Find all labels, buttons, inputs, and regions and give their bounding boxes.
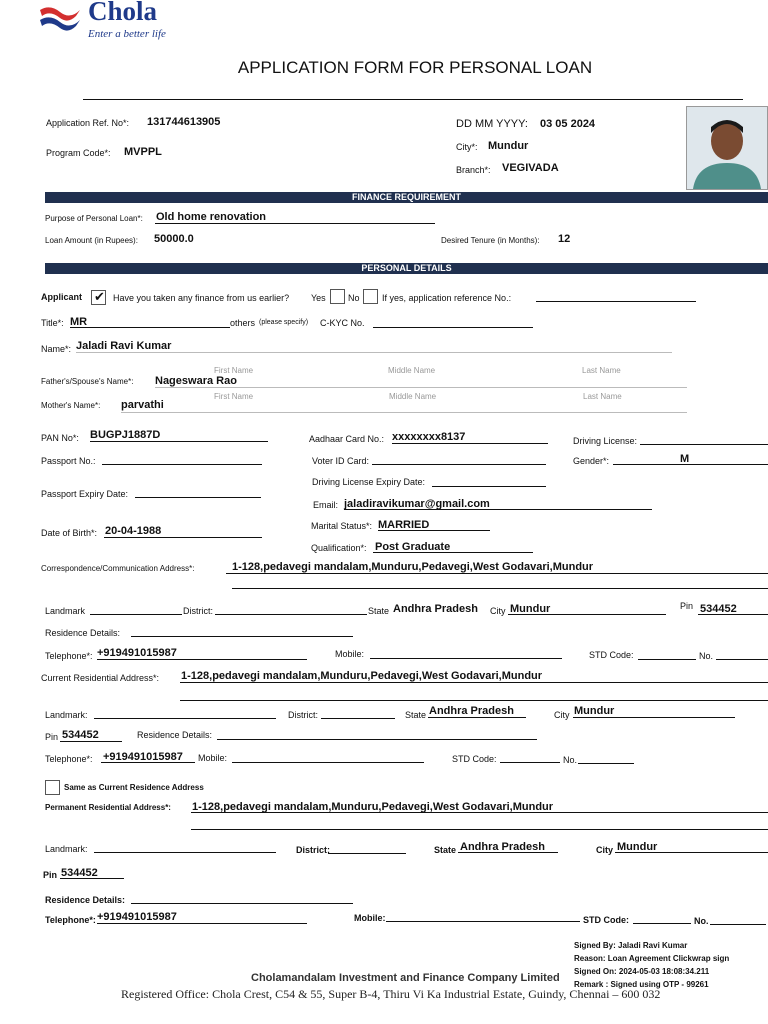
- app-ref-label: Application Ref. No*:: [46, 118, 130, 128]
- perm-no-label: No.: [694, 916, 709, 926]
- corr-city-value: Mundur: [510, 603, 551, 615]
- corr-pin-value: 534452: [700, 603, 737, 615]
- yes-label: Yes: [311, 293, 326, 303]
- curr-telephone-line: [101, 762, 195, 763]
- last-name-hint-2: Last Name: [583, 392, 622, 401]
- perm-pin-line: [60, 878, 124, 879]
- others-hint: (please specify): [259, 319, 309, 326]
- ckyc-label: C-KYC No.: [320, 318, 365, 328]
- middle-name-hint: Middle Name: [388, 366, 436, 375]
- pan-value: BUGPJ1887D: [90, 429, 161, 441]
- father-line: [155, 387, 687, 388]
- same-address-checkbox[interactable]: [45, 780, 60, 795]
- curr-state-line: [428, 717, 526, 718]
- name-line: [76, 352, 672, 353]
- curr-std-line: [500, 762, 560, 763]
- email-line: [344, 509, 652, 510]
- curr-value: 1-128,pedavegi mandalam,Munduru,Pedavegi,West Godavari,Mundur: [181, 670, 543, 682]
- perm-district-line: [328, 853, 406, 854]
- email-label: Email:: [313, 500, 339, 510]
- curr-pin-label: Pin: [45, 732, 59, 742]
- perm-pin-label: Pin: [43, 870, 58, 880]
- first-name-hint: First Name: [214, 366, 254, 375]
- title-value: MR: [70, 316, 88, 328]
- perm-city-value: Mundur: [617, 841, 658, 853]
- branch-value: VEGIVADA: [502, 162, 559, 174]
- qual-value: Post Graduate: [375, 541, 451, 553]
- curr-landmark-label: Landmark:: [45, 710, 88, 720]
- corr-no-line: [716, 659, 768, 660]
- curr-district-line: [321, 718, 395, 719]
- perm-city-label: City: [596, 845, 614, 855]
- marital-value: MARRIED: [378, 519, 430, 531]
- perm-mobile-label: Mobile:: [354, 913, 386, 923]
- corr-line-2: [232, 588, 768, 589]
- corr-residence-label: Residence Details:: [45, 628, 121, 638]
- corr-state-value: Andhra Pradesh: [393, 603, 478, 615]
- curr-state-label: State: [405, 710, 427, 720]
- sign-remark: Remark : Signed using OTP - 99261: [574, 980, 709, 989]
- same-address-label: Same as Current Residence Address: [64, 783, 204, 792]
- check-mark-icon: ✔: [94, 289, 105, 304]
- ref-line: [536, 301, 696, 302]
- passport-expiry-line: [135, 497, 261, 498]
- purpose-line: [155, 223, 435, 224]
- curr-label: Current Residential Address*:: [41, 673, 160, 683]
- perm-line-1: [191, 812, 768, 813]
- perm-state-label: State: [434, 845, 457, 855]
- curr-std-label: STD Code:: [452, 754, 497, 764]
- qual-line: [373, 552, 533, 553]
- corr-state-label: State: [368, 606, 390, 616]
- program-label: Program Code*:: [46, 148, 111, 158]
- curr-mobile-line: [232, 762, 424, 763]
- curr-city-value: Mundur: [574, 705, 615, 717]
- others-label: others: [230, 318, 256, 328]
- signed-on: Signed On: 2024-05-03 18:08:34.211: [574, 967, 710, 976]
- curr-line-2: [180, 700, 768, 701]
- corr-telephone-value: +919491015987: [97, 647, 177, 659]
- perm-mobile-line: [386, 921, 580, 922]
- curr-residence-label: Residence Details:: [137, 730, 213, 740]
- corr-no-label: No.: [699, 651, 714, 661]
- date-value: 03 05 2024: [540, 118, 596, 130]
- curr-city-line: [573, 717, 735, 718]
- corr-mobile-label: Mobile:: [335, 649, 365, 659]
- title-rule: [83, 99, 743, 100]
- passport-line: [102, 464, 262, 465]
- city-label: City*:: [456, 142, 478, 152]
- perm-pin-value: 534452: [61, 867, 98, 879]
- qual-label: Qualification*:: [311, 543, 367, 553]
- perm-telephone-line: [97, 923, 307, 924]
- dob-line: [104, 537, 262, 538]
- tenure-value: 12: [558, 233, 571, 245]
- curr-district-label: District:: [288, 710, 318, 720]
- perm-line-2: [191, 829, 768, 830]
- corr-label: Correspondence/Communication Address*:: [41, 564, 195, 573]
- applicant-photo: [686, 106, 768, 190]
- no-label: No: [348, 293, 360, 303]
- passport-label: Passport No.:: [41, 456, 96, 466]
- tenure-label: Desired Tenure (in Months):: [441, 236, 540, 245]
- corr-value: 1-128,pedavegi mandalam,Munduru,Pedavegi,West Godavari,Mundur: [232, 561, 594, 573]
- curr-pin-value: 534452: [62, 729, 99, 741]
- gender-label: Gender*:: [573, 456, 610, 466]
- person-photo-icon: [687, 107, 767, 189]
- email-value: jaladiravikumar@gmail.com: [344, 498, 490, 510]
- last-name-hint: Last Name: [582, 366, 621, 375]
- corr-district-line: [215, 614, 367, 615]
- date-label: DD MM YYYY:: [456, 118, 528, 130]
- chola-logo: [36, 0, 186, 42]
- aadhaar-value: xxxxxxxx8137: [392, 431, 466, 443]
- corr-residence-line: [131, 636, 353, 637]
- brand-name: Chola: [88, 0, 158, 26]
- yes-checkbox[interactable]: [330, 289, 345, 304]
- finance-section-bar: FINANCE REQUIREMENT: [45, 192, 768, 203]
- dl-line: [640, 444, 768, 445]
- ref-label: If yes, application reference No.:: [382, 293, 512, 303]
- pan-label: PAN No*:: [41, 433, 79, 443]
- signed-by: Signed By: Jaladi Ravi Kumar: [574, 941, 688, 950]
- city-value: Mundur: [488, 140, 529, 152]
- no-checkbox[interactable]: [363, 289, 378, 304]
- app-ref-value: 131744613905: [147, 116, 221, 128]
- amount-value: 50000.0: [154, 233, 194, 245]
- perm-state-line: [458, 852, 558, 853]
- perm-residence-label: Residence Details:: [45, 895, 126, 905]
- curr-pin-line: [60, 741, 122, 742]
- perm-city-line: [615, 852, 768, 853]
- corr-telephone-line: [97, 659, 307, 660]
- title-label: Title*:: [41, 318, 64, 328]
- gender-line: [613, 464, 768, 465]
- corr-landmark-line: [90, 614, 182, 615]
- dl-expiry-label: Driving License Expiry Date:: [312, 477, 426, 487]
- purpose-value: Old home renovation: [156, 211, 267, 223]
- ckyc-line: [373, 327, 533, 328]
- form-title: APPLICATION FORM FOR PERSONAL LOAN: [237, 58, 593, 77]
- footer-company: Cholamandalam Investment and Finance Company Limited: [251, 972, 560, 984]
- marital-line: [378, 530, 490, 531]
- corr-city-label: City: [490, 606, 506, 616]
- applicant-label: Applicant: [41, 292, 83, 302]
- corr-mobile-line: [370, 658, 562, 659]
- father-value: Nageswara Rao: [155, 375, 237, 387]
- perm-landmark-label: Landmark:: [45, 844, 88, 854]
- personal-section-bar: PERSONAL DETAILS: [45, 263, 768, 274]
- corr-pin-label: Pin: [680, 601, 694, 611]
- applicant-checkbox[interactable]: [91, 290, 106, 305]
- corr-landmark-label: Landmark: [45, 606, 86, 616]
- pan-line: [90, 441, 268, 442]
- aadhaar-label: Aadhaar Card No.:: [309, 434, 385, 444]
- corr-city-line: [508, 614, 666, 615]
- perm-telephone-value: +919491015987: [97, 911, 177, 923]
- brand-tagline: Enter a better life: [88, 28, 166, 40]
- curr-state-value: Andhra Pradesh: [429, 705, 514, 717]
- perm-landmark-line: [94, 852, 276, 853]
- perm-telephone-label: Telephone*:: [45, 915, 96, 925]
- curr-no-line: [578, 763, 634, 764]
- curr-telephone-label: Telephone*:: [45, 754, 93, 764]
- corr-pin-line: [698, 614, 768, 615]
- curr-residence-line: [217, 739, 537, 740]
- perm-value: 1-128,pedavegi mandalam,Munduru,Pedavegi,West Godavari,Mundur: [192, 801, 554, 813]
- dl-expiry-line: [432, 486, 546, 487]
- curr-line-1: [180, 682, 768, 683]
- dl-label: Driving License:: [573, 436, 638, 446]
- sign-reason: Reason: Loan Agreement Clickwrap sign: [574, 954, 730, 963]
- corr-telephone-label: Telephone*:: [45, 651, 93, 661]
- marital-label: Marital Status*:: [311, 521, 373, 531]
- dob-value: 20-04-1988: [105, 525, 162, 537]
- name-label: Name*:: [41, 344, 72, 354]
- dob-label: Date of Birth*:: [41, 528, 98, 538]
- corr-line-1: [226, 573, 768, 574]
- chola-logo-mark: [36, 2, 84, 36]
- corr-std-label: STD Code:: [589, 650, 634, 660]
- mother-value: parvathi: [121, 399, 164, 411]
- perm-district-label: District:: [296, 845, 331, 855]
- curr-no-label: No.: [563, 755, 578, 765]
- finance-question: Have you taken any finance from us earlier?: [113, 293, 290, 303]
- name-value: Jaladi Ravi Kumar: [76, 340, 172, 352]
- footer-office: Registered Office: Chola Crest, C54 & 55, Super B-4, Thiru Vi Ka Industrial Estate, Guindy, Chennai – 600 032: [121, 987, 661, 1001]
- mother-label: Mother's Name*:: [41, 401, 101, 410]
- middle-name-hint-2: Middle Name: [389, 392, 437, 401]
- curr-telephone-value: +919491015987: [103, 751, 183, 763]
- purpose-label: Purpose of Personal Loan*:: [45, 214, 143, 223]
- perm-state-value: Andhra Pradesh: [460, 841, 545, 853]
- corr-std-line: [638, 659, 696, 660]
- first-name-hint-2: First Name: [214, 392, 254, 401]
- amount-label: Loan Amount (in Rupees):: [45, 236, 138, 245]
- perm-label: Permanent Residential Address*:: [45, 803, 171, 812]
- perm-std-label: STD Code:: [583, 915, 629, 925]
- father-label: Father's/Spouse's Name*:: [41, 377, 134, 386]
- program-value: MVPPL: [124, 146, 162, 158]
- curr-landmark-line: [94, 718, 276, 719]
- perm-residence-line: [131, 903, 353, 904]
- branch-label: Branch*:: [456, 165, 491, 175]
- curr-mobile-label: Mobile:: [198, 753, 228, 763]
- perm-std-line: [633, 923, 691, 924]
- aadhaar-line: [392, 443, 548, 444]
- gender-value: M: [680, 453, 690, 465]
- passport-expiry-label: Passport Expiry Date:: [41, 489, 129, 499]
- voter-label: Voter ID Card:: [312, 456, 370, 466]
- curr-city-label: City: [554, 710, 570, 720]
- title-line: [70, 327, 230, 328]
- perm-no-line: [710, 924, 766, 925]
- mother-line: [121, 412, 687, 413]
- corr-district-label: District:: [183, 606, 213, 616]
- voter-line: [372, 464, 546, 465]
